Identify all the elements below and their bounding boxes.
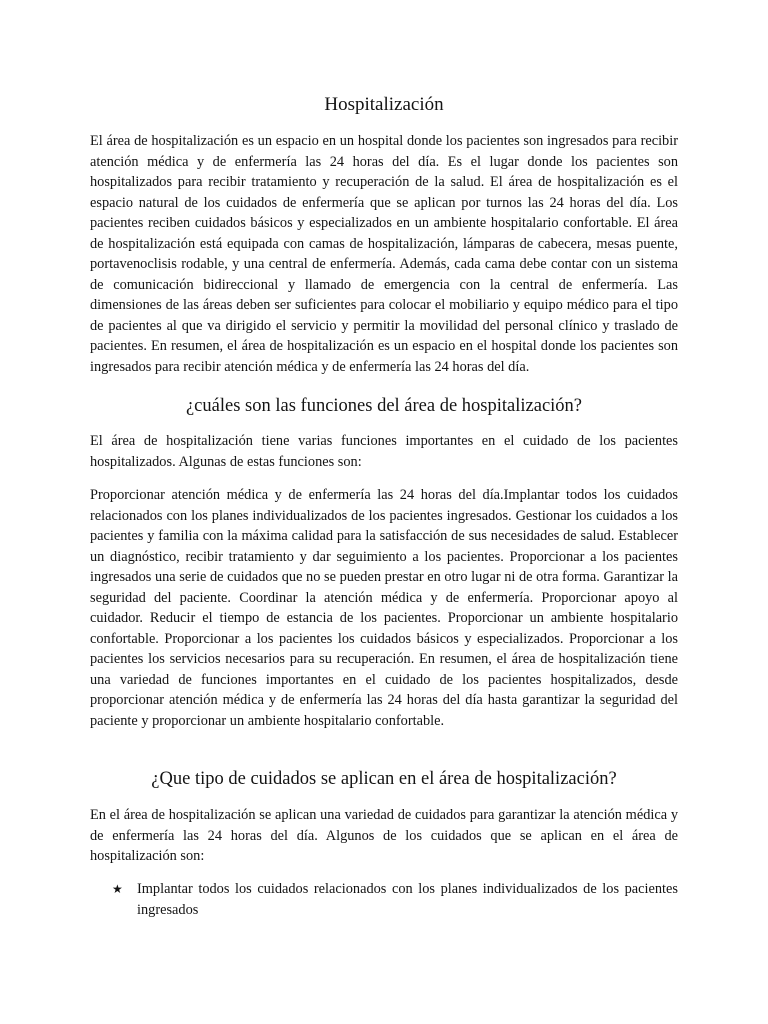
list-item bbox=[90, 879, 678, 920]
care-types-bullet-list bbox=[90, 879, 678, 920]
star-bullet-icon: ★ bbox=[112, 882, 123, 896]
bullet-text: Implantar todos los cuidados relacionados con los planes individualizados de los pacientes ingresados bbox=[137, 881, 678, 918]
functions-list-paragraph: Proporcionar atención médica y de enfermería las 24 horas del día.Implantar todos los cuidados relacionados con los planes individualizados de los pacientes ingresados. Gestionar los cuidados a los pacientes y familia con la máxima calidad para la satisfacción de sus necesidades de salud. Establecer un diagnóstico, recibir tratamiento y dar seguimiento a los pacientes. Proporcionar a los pacientes ingresados una serie de cuidados que no se pueden prestar en otro lugar ni de otra forma. Garantizar la seguridad del paciente. Coordinar la atención médica y de enfermería. Proporcionar apoyo al cuidador. Reducir el tiempo de estancia de los pacientes. Proporcionar un ambiente hospitalario confortable. Proporcionar a los pacientes los cuidados básicos y especializados. Proporcionar a los pacientes los servicios necesarios para su recuperación. En resumen, el área de hospitalización tiene una variedad de funciones importantes en el cuidado de los pacientes hospitalizados, desde proporcionar atención médica y de enfermería las 24 horas del día hasta garantizar la seguridad del paciente y proporcionar un ambiente hospitalario confortable. bbox=[90, 487, 678, 729]
functions-intro-paragraph: El área de hospitalización tiene varias funciones importantes en el cuidado de los pacientes hospitalizados. Algunas de estas funciones son: bbox=[90, 433, 678, 470]
document-title: Hospitalización bbox=[324, 94, 444, 115]
section-heading-functions: ¿cuáles son las funciones del área de hospitalización? bbox=[185, 396, 583, 416]
section-heading-care-types: ¿Que tipo de cuidados se aplican en el área de hospitalización? bbox=[151, 769, 617, 789]
care-types-intro-paragraph: En el área de hospitalización se aplican una variedad de cuidados para garantizar la atención médica y de enfermería las 24 horas del día. Algunos de los cuidados que se aplican en el área de hospitalización son: bbox=[90, 807, 678, 864]
intro-paragraph: El área de hospitalización es un espacio en un hospital donde los pacientes son ingresados para recibir atención médica y de enfermería las 24 horas del día. Es el lugar donde los pacientes son hospitalizados para recibir tratamiento y recuperación de la salud. El área de hospitalización es el espacio natural de los cuidados de enfermería que se aplican por turnos las 24 horas del día. Los pacientes reciben cuidados básicos y especializados en un ambiente hospitalario confortable. El área de hospitalización está equipada con camas de hospitalización, lámparas de cabecera, mesas puente, portavenoclisis rodable, y una central de enfermería. Además, cada cama debe contar con un sistema de comunicación bidireccional y llamado de emergencia con la central de enfermería. Las dimensiones de las áreas deben ser suficientes para colocar el mobiliario y equipo médico para el tipo de pacientes al que va dirigido el servicio y permitir la movilidad del personal clínico y traslado de pacientes. En resumen, el área de hospitalización es un espacio en el hospital donde los pacientes son ingresados para recibir atención médica y de enfermería las 24 horas del día. bbox=[90, 133, 678, 375]
